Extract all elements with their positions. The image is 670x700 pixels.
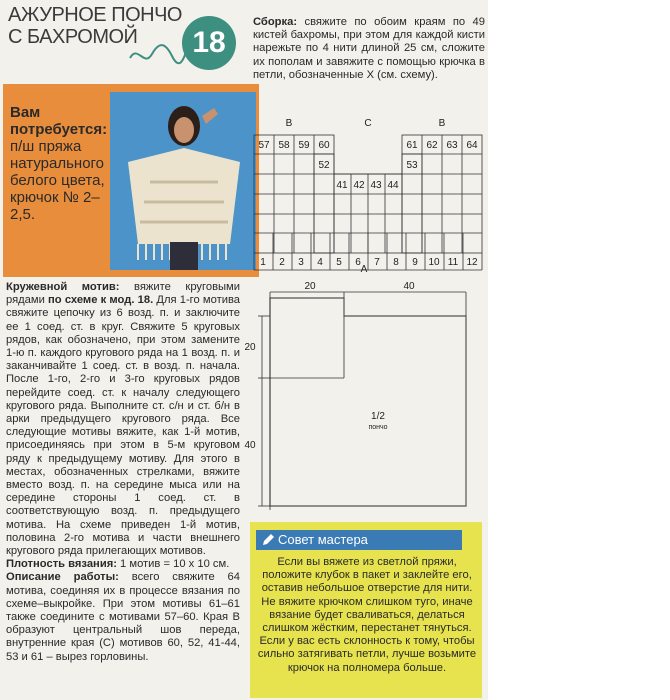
motif-label: Кружевной мотив: bbox=[6, 281, 120, 293]
motif-cell: 61 bbox=[406, 140, 418, 151]
advice-text bbox=[256, 556, 478, 675]
motif-cell: 4 bbox=[317, 257, 323, 268]
assembly-paragraph: Сборка: свяжите по обоим краям по 49 кистей бахромы, при этом для каждой кисти нарежьте по 4 нити длиной 25 см, сложите их пополам и завяжите с помощью крючка в петли, обозначенные Х (см. схему). bbox=[253, 16, 485, 81]
motif-cell: 8 bbox=[393, 257, 399, 268]
motif-cell: 2 bbox=[279, 257, 285, 268]
edge-label-a: A bbox=[360, 264, 368, 275]
model-number-badge: 18 bbox=[182, 16, 236, 70]
edge-label-b-right: B bbox=[438, 118, 446, 129]
pattern-dim-left-bottom: 40 bbox=[244, 440, 256, 451]
motif-cell: 53 bbox=[406, 160, 418, 171]
motif-cell: 63 bbox=[446, 140, 458, 151]
motif-cell: 11 bbox=[447, 257, 459, 268]
motif-cell: 64 bbox=[466, 140, 478, 151]
advice-title: Совет мастера bbox=[278, 532, 368, 547]
model-photo-icon bbox=[110, 92, 256, 270]
motif-cell: 3 bbox=[298, 257, 304, 268]
requirements-title: Вам потребуется: bbox=[10, 104, 108, 138]
pattern-dim-top-left: 20 bbox=[304, 281, 316, 292]
pattern-center-fraction: 1/2 bbox=[371, 411, 385, 422]
work-description-paragraph: Описание работы: всего свяжите 64 мотива, соединяя их в процессе вязания по схеме–выкройке. При этом мотивы 61–61 также соедините с мотивами 57–60. Края В образуют центральный шов переда, внутренние края (С) мотивов 60, 52, 41-44, 53 и 61 – вырез горловины. bbox=[6, 571, 240, 663]
motif-cell: 57 bbox=[258, 140, 270, 151]
work-description-label: Описание работы: bbox=[6, 571, 119, 584]
motif-cell: 1 bbox=[260, 257, 266, 268]
motif-cell: 60 bbox=[318, 140, 330, 151]
density-label: Плотность вязания: bbox=[6, 558, 117, 571]
pattern-dim-top-right: 40 bbox=[403, 281, 415, 292]
title-line-1: АЖУРНОЕ ПОНЧО bbox=[8, 4, 182, 26]
motif-scheme-diagram bbox=[244, 108, 488, 278]
pattern-center-label: пончо bbox=[368, 424, 388, 431]
motif-cell: 42 bbox=[353, 180, 365, 191]
motif-cell: 10 bbox=[428, 257, 440, 268]
motif-cell: 9 bbox=[412, 257, 418, 268]
motif-cell: 52 bbox=[318, 160, 330, 171]
cutting-pattern-diagram bbox=[244, 278, 488, 523]
motif-cell: 41 bbox=[336, 180, 348, 191]
motif-cell: 44 bbox=[387, 180, 399, 191]
requirements-text: п/ш пряжа натурального белого цвета, крючок № 2–2,5. bbox=[10, 138, 105, 223]
yarn-squiggle-icon bbox=[128, 40, 188, 70]
edge-label-c: C bbox=[364, 118, 372, 129]
edge-label-b-left: B bbox=[285, 118, 293, 129]
density-paragraph: Плотность вязания: 1 мотив = 10 х 10 см. bbox=[6, 558, 230, 571]
motif-cell: 58 bbox=[278, 140, 290, 151]
motif-cell: 7 bbox=[374, 257, 380, 268]
motif-cell: 6 bbox=[355, 257, 361, 268]
assembly-label: Сборка: bbox=[253, 16, 298, 28]
motif-cell: 5 bbox=[336, 257, 342, 268]
motif-cell: 12 bbox=[466, 257, 478, 268]
advice-paragraph-2: Не вяжите крючком слишком туго, иначе вязание будет сваливаться, делаться слишком жёстким, перестанет тянуться. Если у вас есть склонность к тому, чтобы сильно затягивать петли, лучше возьмите крючок на полномера больше. bbox=[257, 595, 477, 674]
edge-label-a-holder bbox=[244, 258, 488, 278]
pencil-icon bbox=[261, 533, 275, 547]
assembly-column bbox=[253, 16, 485, 82]
instructions-column bbox=[6, 281, 240, 664]
motif-cell: 43 bbox=[370, 180, 382, 191]
advice-paragraph-1: Если вы вяжете из светлой пряжи, положите клубок в пакет и заклейте его, оставив небольшое отверстие для нити. bbox=[261, 556, 473, 595]
advice-header bbox=[256, 530, 462, 550]
motif-cell: 62 bbox=[426, 140, 438, 151]
motif-paragraph: Кружевной мотив: вяжите круговыми рядами по схеме к мод. 18. Для 1-го мотива свяжите цепочку из 6 возд. п. и заключите ее 1 соед. ст. в круг. Свяжите 5 круговых рядов, как обозначено, при этом замените 1-ю п. каждого кругового ряда на 1 возд. п. и заканчивайте 1 соед. ст. в возд. п. начала. После 1-го, 2-го и 3-го круговых рядов перейдите соед. ст. к началу следующего кругового ряда. Выполните ст. с/н и ст. б/н в арки предыдущего кругового ряда. Все следующие мотивы вяжите, как 1-й мотив, присоединяясь при этом в 5-м круговом ряду к предыдущему мотиву. Для этого в местах, обозначенных стрелками, вяжите вместо возд. п. на середине мыса или на середине стороны 1 соед. ст. в соответствующую возд. п. предыдущего мотива. На схеме приведен 1-й мотив, половина 2-го мотива и части внешнего кругового ряда прилегающих мотивов. bbox=[6, 281, 240, 558]
advice-box bbox=[250, 522, 482, 698]
motif-cell: 59 bbox=[298, 140, 310, 151]
title-line-2: С БАХРОМОЙ bbox=[8, 26, 138, 48]
model-photo bbox=[110, 92, 256, 270]
pattern-dim-left-top: 20 bbox=[244, 342, 256, 353]
